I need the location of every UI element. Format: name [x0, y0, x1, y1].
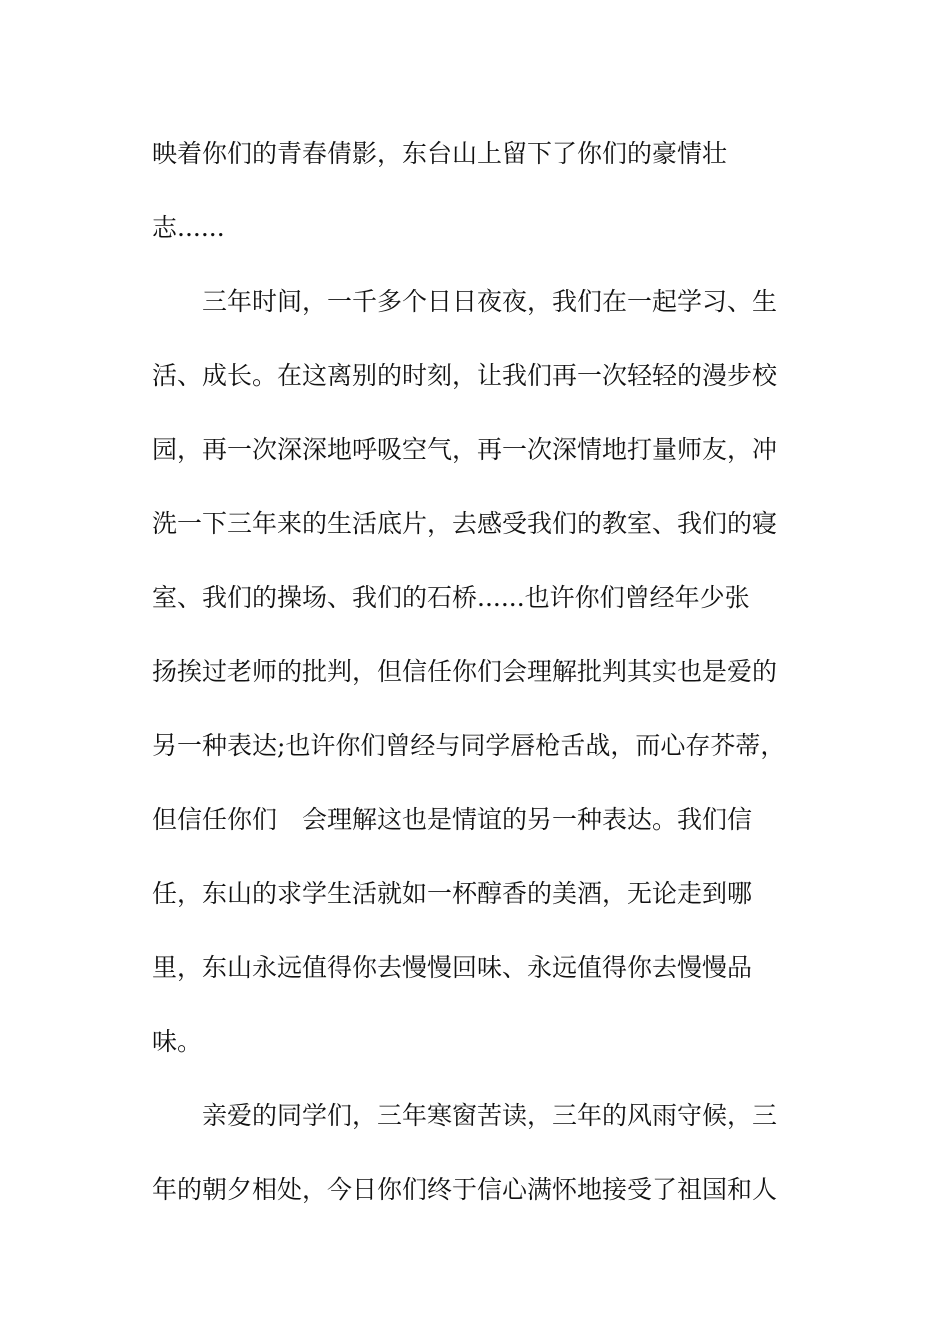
text-line: 洗一下三年来的生活底片，去感受我们的教室、我们的寝	[152, 509, 778, 538]
text-line: 映着你们的青春倩影，东台山上留下了你们的豪情壮	[152, 139, 728, 168]
paragraph-first-line: 三年时间，一千多个日日夜夜，我们在一起学习、生	[202, 287, 778, 316]
text-line: 任，东山的求学生活就如一杯醇香的美酒，无论走到哪	[152, 879, 753, 908]
paragraph-first-line: 亲爱的同学们，三年寒窗苦读，三年的风雨守候，三	[202, 1101, 778, 1130]
text-line: 但信任你们 会理解这也是情谊的另一种表达。我们信	[152, 805, 753, 834]
text-line: 另一种表达;也许你们曾经与同学唇枪舌战，而心存芥蒂，	[152, 731, 786, 760]
text-line: 志......	[152, 213, 225, 242]
text-line: 室、我们的操场、我们的石桥......也许你们曾经年少张	[152, 583, 750, 612]
text-line: 扬挨过老师的批判，但信任你们会理解批判其实也是爱的	[152, 657, 778, 686]
text-line: 年的朝夕相处，今日你们终于信心满怀地接受了祖国和人	[152, 1175, 778, 1204]
text-line: 活、成长。在这离别的时刻，让我们再一次轻轻的漫步校	[152, 361, 778, 390]
text-line: 里，东山永远值得你去慢慢回味、永远值得你去慢慢品	[152, 953, 753, 982]
text-line: 园，再一次深深地呼吸空气，再一次深情地打量师友，冲	[152, 435, 778, 464]
text-line: 味。	[152, 1027, 203, 1056]
